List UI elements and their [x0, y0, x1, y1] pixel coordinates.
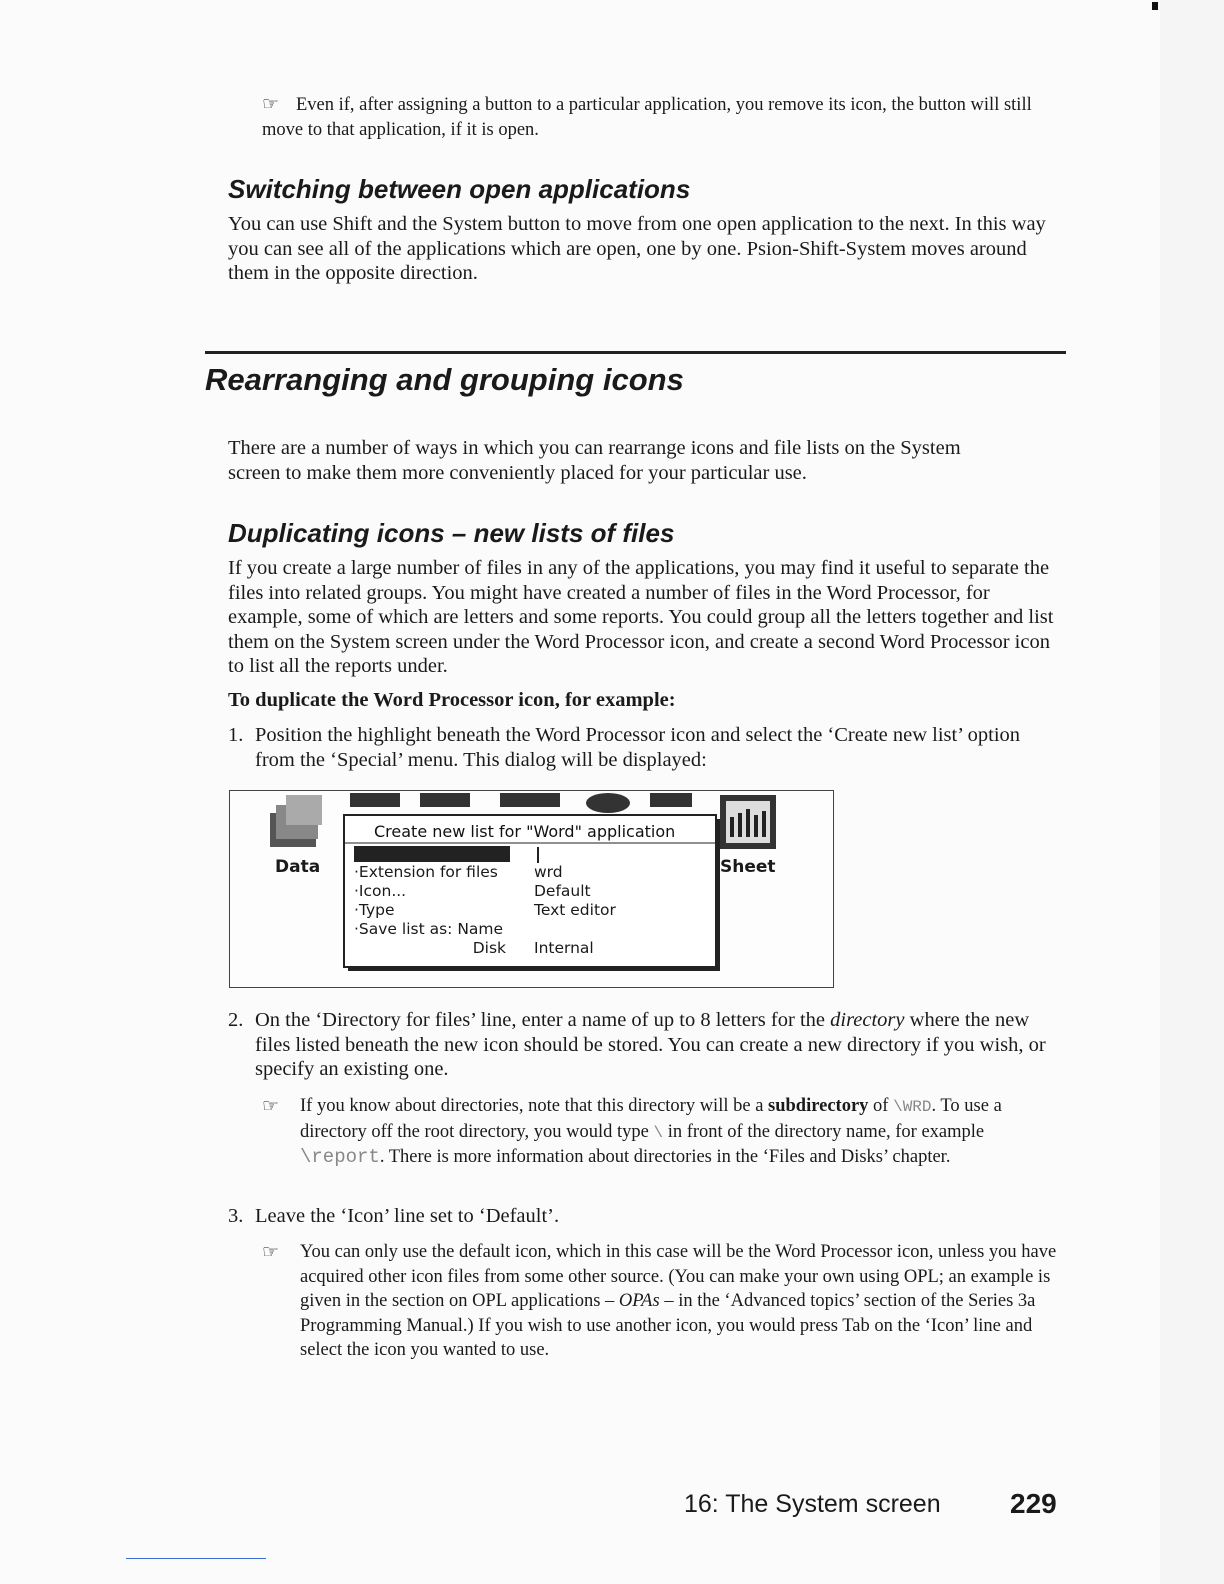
dialog-rows [354, 863, 714, 958]
step-1-number: 1. [228, 724, 244, 746]
footer-line [126, 1558, 266, 1559]
note-3: You can only use the default icon, which in this case will be the Word Processor icon, unless you have acquired other icon files from some other source. (You can make your own using OPL; an example is given in the section on OPL applications – OPAs – in the ‘Advanced topics’ section of the Series 3a Programming Manual.) If you wish to use another icon, you would press Tab on the ‘Icon’ line and select the icon you wanted to use. [300, 1242, 1057, 1360]
note-2-hand [262, 1094, 298, 1120]
switching-heading: Switching between open applications [228, 174, 691, 204]
switching-body: You can use Shift and the System button to move from one open application to the next. In this way you can see all of the applications which are open, one by one. Psion-Shift-System moves around them in the opposite direction. [228, 213, 1046, 284]
sheet-icon [720, 795, 776, 849]
pointing-hand-icon: ☞ [262, 93, 280, 115]
app-icons-strip [350, 793, 692, 813]
footer-page-number: 229 [1010, 1488, 1057, 1519]
folder-icon [270, 795, 322, 847]
step-3-number: 3. [228, 1205, 244, 1227]
note-3-hand [262, 1240, 298, 1266]
pointing-hand-icon: ☞ [262, 1095, 280, 1117]
dialog-row-type[interactable]: ·Type Text editor [354, 901, 616, 919]
dialog-screenshot [229, 790, 834, 988]
dialog-row-disk[interactable]: Disk Internal [472, 939, 594, 957]
intro-paragraph: There are a number of ways in which you can rearrange icons and file lists on the System screen to make them more conveniently placed for your particular use. [228, 437, 961, 484]
duplicating-heading: Duplicating icons – new lists of files [228, 518, 675, 548]
step-2-text: On the ‘Directory for files’ line, enter a name of up to 8 letters for the directory where the new files listed beneath the new icon should be stored. You can create a new directory if you wish, or specify an existing one. [255, 1009, 1046, 1080]
pointing-hand-icon: ☞ [262, 1241, 280, 1263]
step-3-text: Leave the ‘Icon’ line set to ‘Default’. [255, 1205, 560, 1227]
section-rule [205, 351, 1066, 354]
dialog-row-icon[interactable]: ·Icon... Default [354, 882, 591, 900]
note-2: If you know about directories, note that this directory will be a subdirectory of \WRD. To use a directory off the root directory, you would type \ in front of the directory name, for example \report. There is more information about directories in the ‘Files and Disks’ chapter. [300, 1096, 1002, 1168]
note-1: ☞ Even if, after assigning a button to a particular application, you remove its icon, the button will still move to that application, if it is open. [262, 93, 1032, 140]
data-icon-label: Data [275, 857, 321, 877]
section-title: Rearranging and grouping icons [205, 362, 684, 397]
duplicating-body: If you create a large number of files in any of the applications, you may find it useful to separate the files into related groups. You might have created a number of files in the Word Processor, for example, some of which are letters and some reports. You could group all the letters together and list them on the System screen under the Word Processor icon, and create a second Word Processor icon to list all the reports under. [228, 557, 1054, 677]
dialog-title: Create new list for "Word" application [374, 822, 676, 841]
step-2-number: 2. [228, 1009, 244, 1031]
duplicating-subhead: To duplicate the Word Processor icon, for example: [228, 689, 676, 711]
corner-mark [1152, 2, 1158, 10]
step-1-text: Position the highlight beneath the Word Processor icon and select the ‘Create new list’ option from the ‘Special’ menu. This dialog will be displayed: [255, 724, 1021, 771]
dialog-row-extension[interactable]: ·Extension for files wrd [354, 863, 563, 881]
sheet-icon-label: Sheet [720, 857, 776, 877]
footer-chapter: 16: The System screen [684, 1490, 941, 1518]
dialog-row-save-name[interactable]: ·Save list as: Name [354, 920, 504, 938]
